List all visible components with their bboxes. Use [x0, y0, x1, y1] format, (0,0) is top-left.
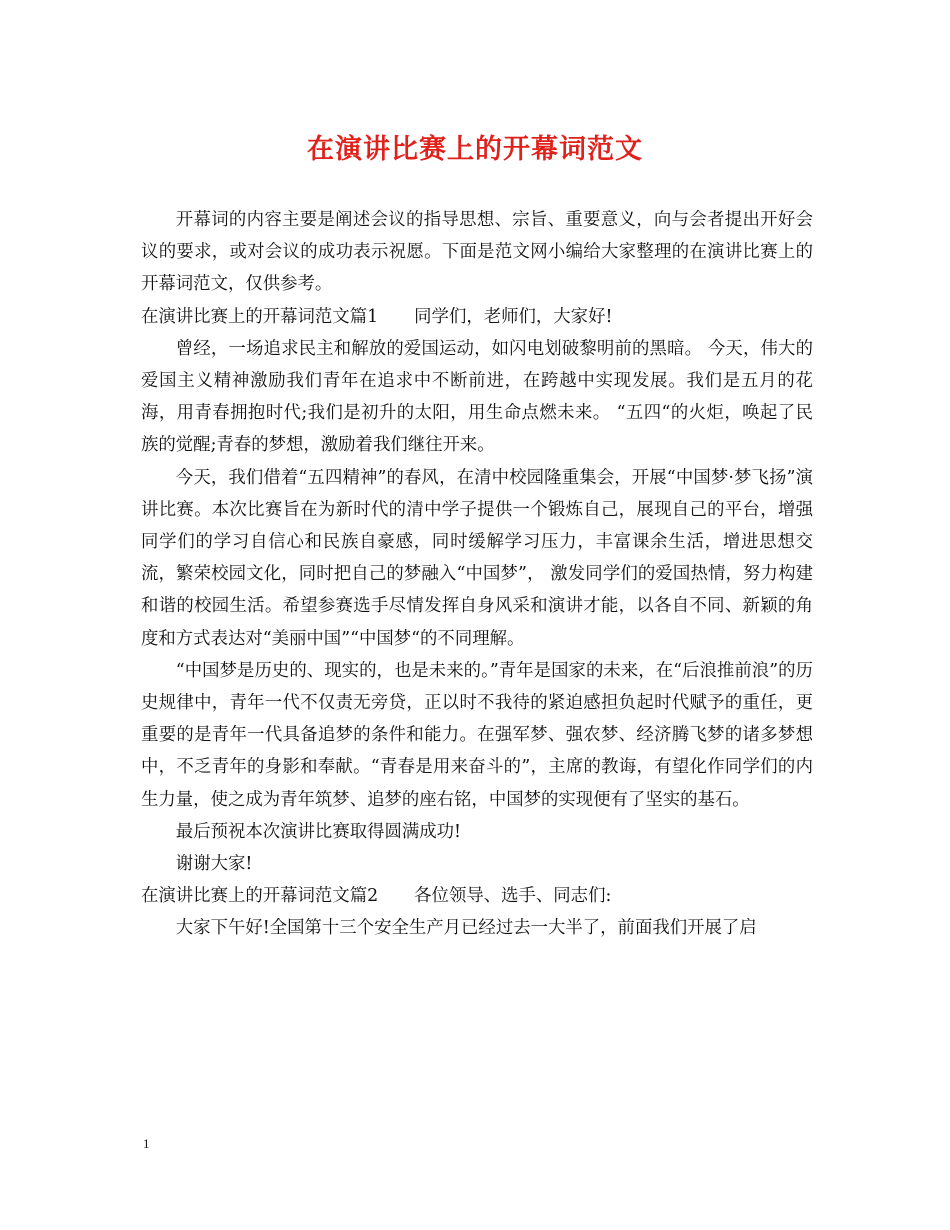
- body-paragraph: “中国梦是历史的、现实的，也是未来的。”青年是国家的未来，在“后浪推前浪”的历史规律中，青年一代不仅责无旁贷，正以时不我待的紧迫感担负起时代赋予的重任，更重要的是青年一代具备追梦的条件和能力。在强军梦、强农梦、经济腾飞梦的诸多梦想中，不乏青年的身影和奉献。“青春是用来奋斗的”，主席的教诲，有望化作同学们的内生力量，使之成为青年筑梦、追梦的座右铭，中国梦的实现便有了坚实的基石。: [141, 660, 813, 810]
- page-number: 1: [143, 1136, 150, 1151]
- closing-thanks: 谢谢大家!: [175, 854, 253, 875]
- section-1-greeting: 同学们，老师们，大家好!: [414, 306, 613, 327]
- body-paragraph: 今天，我们借着“五四精神”的春风，在清中校园隆重集会，开展“中国梦·梦飞扬”演讲比赛。本次比赛旨在为新时代的清中学子提供一个锻炼自己，展现自己的平台，增强同学们的学习自信心和民族自豪感，同时缓解学习压力，丰富课余生活，增进思想交流，繁荣校园文化，同时把自己的梦融入“中国梦”， 激发同学们的爱国热情，努力构建和谐的校园生活。希望参赛选手尽情发挥自身风采和演讲才能，以各自不同、新颖的角度和方式表达对“美丽中国”“中国梦“的不同理解。: [141, 467, 813, 649]
- closing-wish: 最后预祝本次演讲比赛取得圆满成功!: [175, 821, 462, 842]
- section-2-heading-line: [141, 880, 813, 912]
- section-1-heading: 在演讲比赛上的开幕词范文篇1: [141, 306, 379, 327]
- document-title: 在演讲比赛上的开幕词范文: [307, 134, 643, 165]
- section-2-heading: 在演讲比赛上的开幕词范文篇2: [141, 886, 379, 907]
- intro-paragraph: 开幕词的内容主要是阐述会议的指导思想、宗旨、重要意义，向与会者提出开好会议的要求，或对会议的成功表示祝愿。下面是范文网小编给大家整理的在演讲比赛上的开幕词范文，仅供参考。: [141, 210, 813, 295]
- document-body: [141, 204, 813, 945]
- section-1-heading-line: [141, 301, 813, 333]
- body-paragraph: 大家下午好!全国第十三个安全生产月已经过去一大半了，前面我们开展了启: [175, 918, 757, 939]
- section-2-greeting: 各位领导、选手、同志们:: [414, 886, 612, 907]
- body-paragraph: 曾经，一场追求民主和解放的爱国运动，如闪电划破黎明前的黑暗。 今天，伟大的爱国主义精神激励我们青年在追求中不断前进，在跨越中实现发展。我们是五月的花海，用青春拥抱时代;我们是初升的太阳，用生命点燃未来。 “五四“的火炬，唤起了民族的觉醒;青春的梦想，激励着我们继往开来。: [141, 338, 813, 456]
